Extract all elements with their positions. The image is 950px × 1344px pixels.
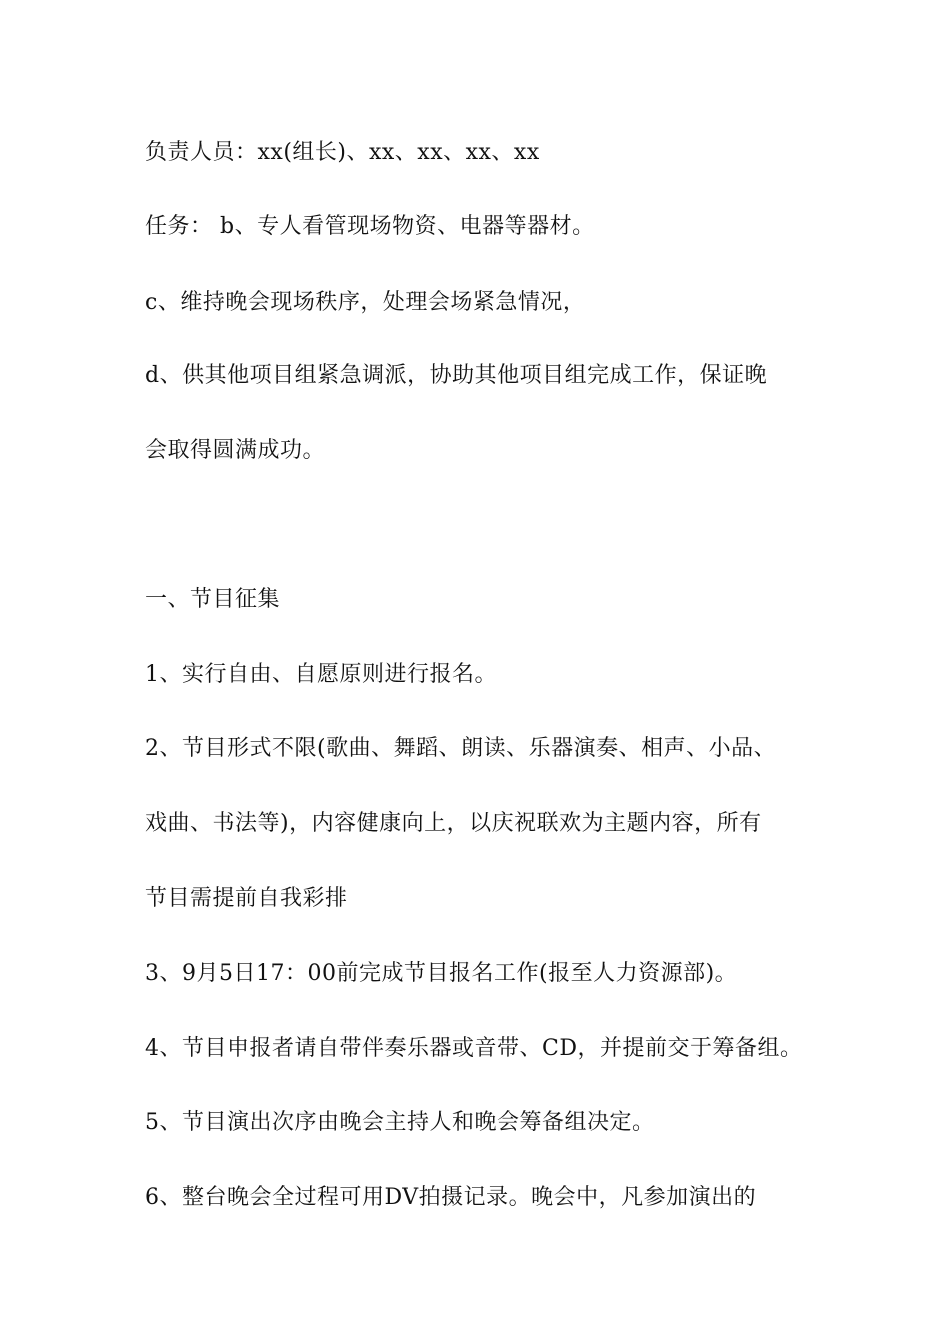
list-item-4: 4、节目申报者请自带伴奏乐器或音带、CD，并提前交于筹备组。 — [145, 1036, 803, 1061]
list-item-2: 2、节目形式不限(歌曲、舞蹈、朗读、乐器演奏、相声、小品、 — [145, 736, 777, 761]
list-item-6: 6、整台晚会全过程可用DV拍摄记录。晚会中，凡参加演出的 — [145, 1185, 757, 1210]
section-heading-program-collection: 一、节目征集 — [145, 587, 281, 612]
list-item-2-continued: 戏曲、书法等)，内容健康向上，以庆祝联欢为主题内容，所有 — [145, 811, 762, 836]
paragraph-responsible-persons: 负责人员：xx(组长)、xx、xx、xx、xx — [145, 140, 540, 165]
list-item-1: 1、实行自由、自愿原则进行报名。 — [145, 662, 497, 687]
list-item-3: 3、9月5日17：00前完成节目报名工作(报至人力资源部)。 — [145, 961, 738, 986]
paragraph-task-d-continued: 会取得圆满成功。 — [145, 438, 326, 463]
paragraph-task-b: 任务： b、专人看管现场物资、电器等器材。 — [145, 214, 595, 239]
list-item-2-continued-2: 节目需提前自我彩排 — [145, 886, 348, 911]
list-item-5: 5、节目演出次序由晚会主持人和晚会筹备组决定。 — [145, 1110, 655, 1135]
paragraph-task-c: c、维持晚会现场秩序，处理会场紧急情况， — [145, 290, 586, 315]
paragraph-task-d: d、供其他项目组紧急调派，协助其他项目组完成工作，保证晚 — [145, 363, 768, 388]
